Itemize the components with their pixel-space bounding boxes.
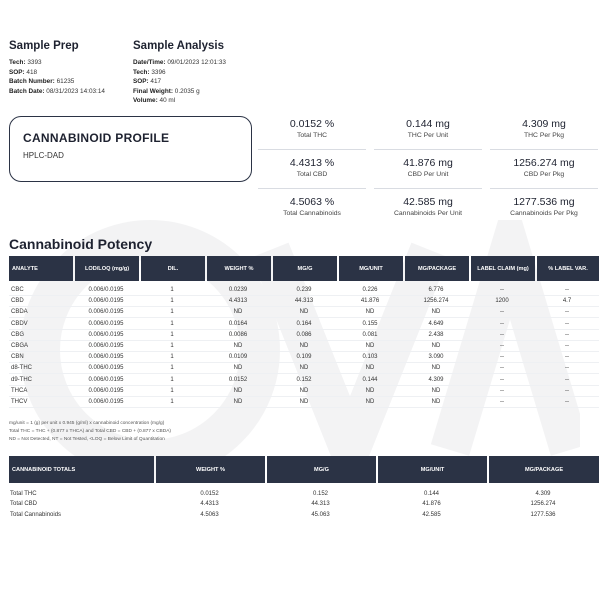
table-cell: 0.006/0.0195	[88, 287, 124, 293]
table-cell: 1256.274	[530, 501, 556, 507]
table-cell: CBD	[11, 298, 24, 305]
table-cell: --	[565, 354, 569, 361]
col-cannabinoid-totals: CANNABINOID TOTALS	[9, 456, 154, 483]
table-row	[9, 296, 599, 307]
table-cell: ND	[233, 309, 243, 316]
table-cell: ND	[431, 399, 441, 405]
table-cell: 1	[170, 331, 174, 338]
col-totals-mg-package: MG/PACKAGE	[489, 456, 599, 483]
table-cell: ND	[299, 309, 309, 316]
table-cell: Total CBD	[10, 501, 38, 507]
table-cell: 0.155	[362, 320, 378, 327]
sample-prep-title: Sample Prep	[9, 40, 79, 52]
table-cell: --	[500, 287, 504, 293]
profile-title: CANNABINOID PROFILE	[23, 131, 170, 145]
col-label-var: % LABEL VAR.	[537, 256, 599, 281]
table-cell: 0.006/0.0195	[88, 354, 124, 361]
table-row	[9, 341, 599, 352]
table-cell: ND	[365, 399, 375, 405]
table-cell: 0.0086	[228, 331, 248, 338]
analysis-final-weight: Final Weight: 0.2035 g	[133, 87, 200, 95]
table-cell: 1	[170, 343, 174, 349]
table-cell: 1	[170, 298, 174, 305]
col-totals-mg-unit: MG/UNIT	[378, 456, 487, 483]
table-cell: 4.649	[428, 320, 444, 327]
table-row	[9, 285, 599, 296]
table-cell: 0.006/0.0195	[88, 343, 124, 349]
table-cell: --	[565, 287, 569, 293]
table-cell: 0.006/0.0195	[88, 331, 124, 338]
table-cell: CBG	[11, 331, 25, 338]
footnote-abbrev: ND = Not Detected, NT = Not Tested, <LOQ = Below Limit of Quantitation	[9, 437, 165, 442]
table-cell: ND	[431, 343, 441, 349]
col-mg-package: MG/PACKAGE	[405, 256, 469, 281]
footnote-mg-unit: mg/unit = 1 (g) per unit x 0.945 (g/ml) x cannabinoid concentration (mg/g)	[9, 421, 165, 426]
table-row	[9, 488, 599, 499]
analysis-datetime: Date/Time: 09/01/2023 12:01:33	[133, 59, 226, 66]
table-cell: CBN	[11, 354, 24, 361]
table-cell: 1	[170, 365, 174, 372]
table-cell: --	[565, 365, 569, 372]
metric-cbd-per-unit: 41.876 mg CBD Per Unit	[374, 157, 482, 189]
table-row	[9, 375, 599, 386]
table-cell: 0.164	[296, 320, 312, 327]
col-mg-g: MG/G	[273, 256, 337, 281]
table-cell: 0.006/0.0195	[88, 387, 124, 394]
table-cell: 0.109	[296, 354, 312, 361]
col-mg-unit: MG/UNIT	[339, 256, 403, 281]
table-cell: --	[565, 399, 569, 405]
table-cell: 4.4313	[200, 501, 219, 507]
table-cell: 0.0152	[200, 490, 219, 497]
table-cell: 1	[170, 376, 174, 383]
table-cell: THCA	[11, 387, 28, 394]
table-cell: 0.006/0.0195	[88, 365, 124, 372]
table-cell: 0.144	[423, 490, 439, 497]
analysis-tech: Tech: 3396	[133, 68, 166, 76]
table-cell: 4.309	[535, 490, 551, 497]
table-cell: 4.4313	[228, 298, 248, 305]
table-cell: 0.081	[362, 331, 378, 338]
prep-batch-date: Batch Date: 08/31/2023 14:03:14	[9, 87, 105, 95]
col-analyte: ANALYTE	[9, 256, 73, 281]
table-cell: --	[500, 320, 504, 327]
table-cell: 2.438	[428, 331, 444, 338]
table-row	[9, 386, 599, 397]
table-cell: ND	[233, 387, 243, 394]
table-cell: 0.152	[312, 490, 328, 497]
table-cell: 4.7	[562, 298, 572, 305]
table-row	[9, 363, 599, 374]
table-cell: ND	[431, 309, 441, 316]
table-cell: 4.309	[428, 376, 444, 383]
table-cell: --	[565, 331, 569, 338]
table-cell: d8-THC	[11, 365, 33, 372]
table-cell: 0.226	[362, 287, 378, 293]
table-cell: --	[565, 387, 569, 394]
table-cell: THCV	[11, 399, 28, 405]
table-cell: --	[500, 331, 504, 338]
sample-prep-section	[9, 40, 129, 96]
table-cell: 0.152	[296, 376, 312, 383]
table-row	[9, 509, 599, 520]
table-cell: ND	[431, 365, 441, 372]
table-cell: 0.0152	[228, 376, 248, 383]
table-cell: 6.776	[428, 287, 444, 293]
table-row	[9, 499, 599, 510]
table-cell: --	[500, 387, 504, 394]
table-cell: CBDV	[11, 320, 28, 327]
table-cell: 0.144	[362, 376, 378, 383]
table-cell: 3.090	[428, 354, 444, 361]
table-cell: CBC	[11, 287, 24, 293]
footnote-totals: Total THC = THC + (0.877 x THCA) and Total CBD = CBD + (0.877 x CBDA)	[9, 429, 172, 434]
table-cell: 1	[170, 354, 174, 361]
table-row	[9, 352, 599, 363]
table-cell: 4.5063	[200, 511, 219, 518]
metric-cannabinoids-per-pkg: 1277.536 mg Cannabinoids Per Pkg	[510, 196, 578, 217]
table-cell: 44.313	[311, 501, 330, 507]
potency-table-header	[9, 256, 599, 281]
prep-batch-number: Batch Number: 61235	[9, 78, 75, 85]
prep-sop: SOP: 418	[9, 68, 38, 76]
col-lod-loq: LOD/LOQ (mg/g)	[75, 256, 139, 281]
table-cell: ND	[365, 343, 375, 349]
table-cell: 45.063	[311, 511, 330, 518]
cannabinoid-profile-box	[9, 116, 252, 182]
metric-thc-per-pkg: 4.309 mg THC Per Pkg	[490, 118, 598, 150]
table-cell: ND	[365, 387, 375, 394]
table-cell: ND	[431, 387, 441, 394]
metric-thc-per-unit: 0.144 mg THC Per Unit	[374, 118, 482, 150]
table-cell: ND	[299, 399, 309, 405]
table-cell: ND	[233, 343, 243, 349]
profile-method: HPLC-DAD	[23, 151, 64, 160]
table-cell: --	[500, 343, 504, 349]
col-totals-mg-g: MG/G	[267, 456, 376, 483]
table-cell: 41.876	[360, 298, 380, 305]
table-cell: --	[500, 365, 504, 372]
table-cell: Total Cannabinoids	[10, 511, 62, 518]
table-cell: 1277.536	[530, 511, 556, 518]
table-cell: --	[565, 376, 569, 383]
table-cell: d9-THC	[11, 376, 33, 383]
sample-analysis-title: Sample Analysis	[133, 40, 224, 52]
table-row	[9, 307, 599, 318]
table-cell: 0.006/0.0195	[88, 399, 124, 405]
table-cell: 1	[170, 387, 174, 394]
table-cell: --	[565, 309, 569, 316]
table-cell: 42.585	[422, 511, 441, 518]
table-cell: --	[565, 320, 569, 327]
table-cell: ND	[233, 365, 243, 372]
analysis-sop: SOP: 417	[133, 78, 162, 85]
analysis-volume: Volume: 40 ml	[133, 97, 176, 104]
sample-analysis-section	[133, 40, 273, 106]
table-row	[9, 319, 599, 330]
table-cell: 0.0164	[228, 320, 248, 327]
table-cell: 1	[170, 320, 174, 327]
metric-cannabinoids-per-unit: 42.585 mg Cannabinoids Per Unit	[393, 196, 462, 217]
table-cell: Total THC	[10, 490, 37, 497]
totals-table-header	[9, 456, 599, 483]
table-cell: CBGA	[11, 343, 29, 349]
table-cell: ND	[233, 399, 243, 405]
table-cell: 41.876	[422, 501, 441, 507]
table-cell: 0.086	[296, 331, 312, 338]
table-cell: 0.006/0.0195	[88, 320, 124, 327]
metric-total-cbd: 4.4313 % Total CBD	[258, 157, 366, 189]
col-dil: DIL.	[141, 256, 205, 281]
table-cell: 1	[170, 309, 174, 316]
table-cell: 0.006/0.0195	[88, 309, 124, 316]
table-row	[9, 330, 599, 341]
table-cell: --	[500, 354, 504, 361]
table-cell: ND	[365, 309, 375, 316]
metric-total-cannabinoids: 4.5063 % Total Cannabinoids	[283, 196, 341, 217]
table-cell: 1200	[495, 298, 509, 305]
table-cell: 0.0239	[228, 287, 248, 293]
table-cell: ND	[299, 365, 309, 372]
table-row	[9, 397, 599, 408]
table-cell: ND	[299, 387, 309, 394]
table-cell: 0.103	[362, 354, 378, 361]
table-cell: 1	[170, 287, 174, 293]
metric-cbd-per-pkg: 1256.274 mg CBD Per Pkg	[490, 157, 598, 189]
table-cell: 1	[170, 399, 174, 405]
table-cell: ND	[299, 343, 309, 349]
col-totals-weight: WEIGHT %	[156, 456, 265, 483]
table-cell: 0.239	[296, 287, 312, 293]
col-weight-pct: WEIGHT %	[207, 256, 271, 281]
table-cell: CBDA	[11, 309, 28, 316]
col-label-claim: LABEL CLAIM (mg)	[471, 256, 535, 281]
table-cell: ND	[365, 365, 375, 372]
table-cell: 0.006/0.0195	[88, 298, 124, 305]
metric-total-thc: 0.0152 % Total THC	[258, 118, 366, 150]
table-cell: --	[500, 376, 504, 383]
prep-tech: Tech: 3393	[9, 59, 42, 66]
table-cell: --	[500, 399, 504, 405]
table-cell: 44.313	[294, 298, 314, 305]
table-cell: 0.0109	[228, 354, 248, 361]
table-cell: --	[500, 309, 504, 316]
table-cell: --	[565, 343, 569, 349]
table-cell: 0.006/0.0195	[88, 376, 124, 383]
potency-title: Cannabinoid Potency	[9, 236, 153, 252]
table-cell: 1256.274	[423, 298, 449, 305]
